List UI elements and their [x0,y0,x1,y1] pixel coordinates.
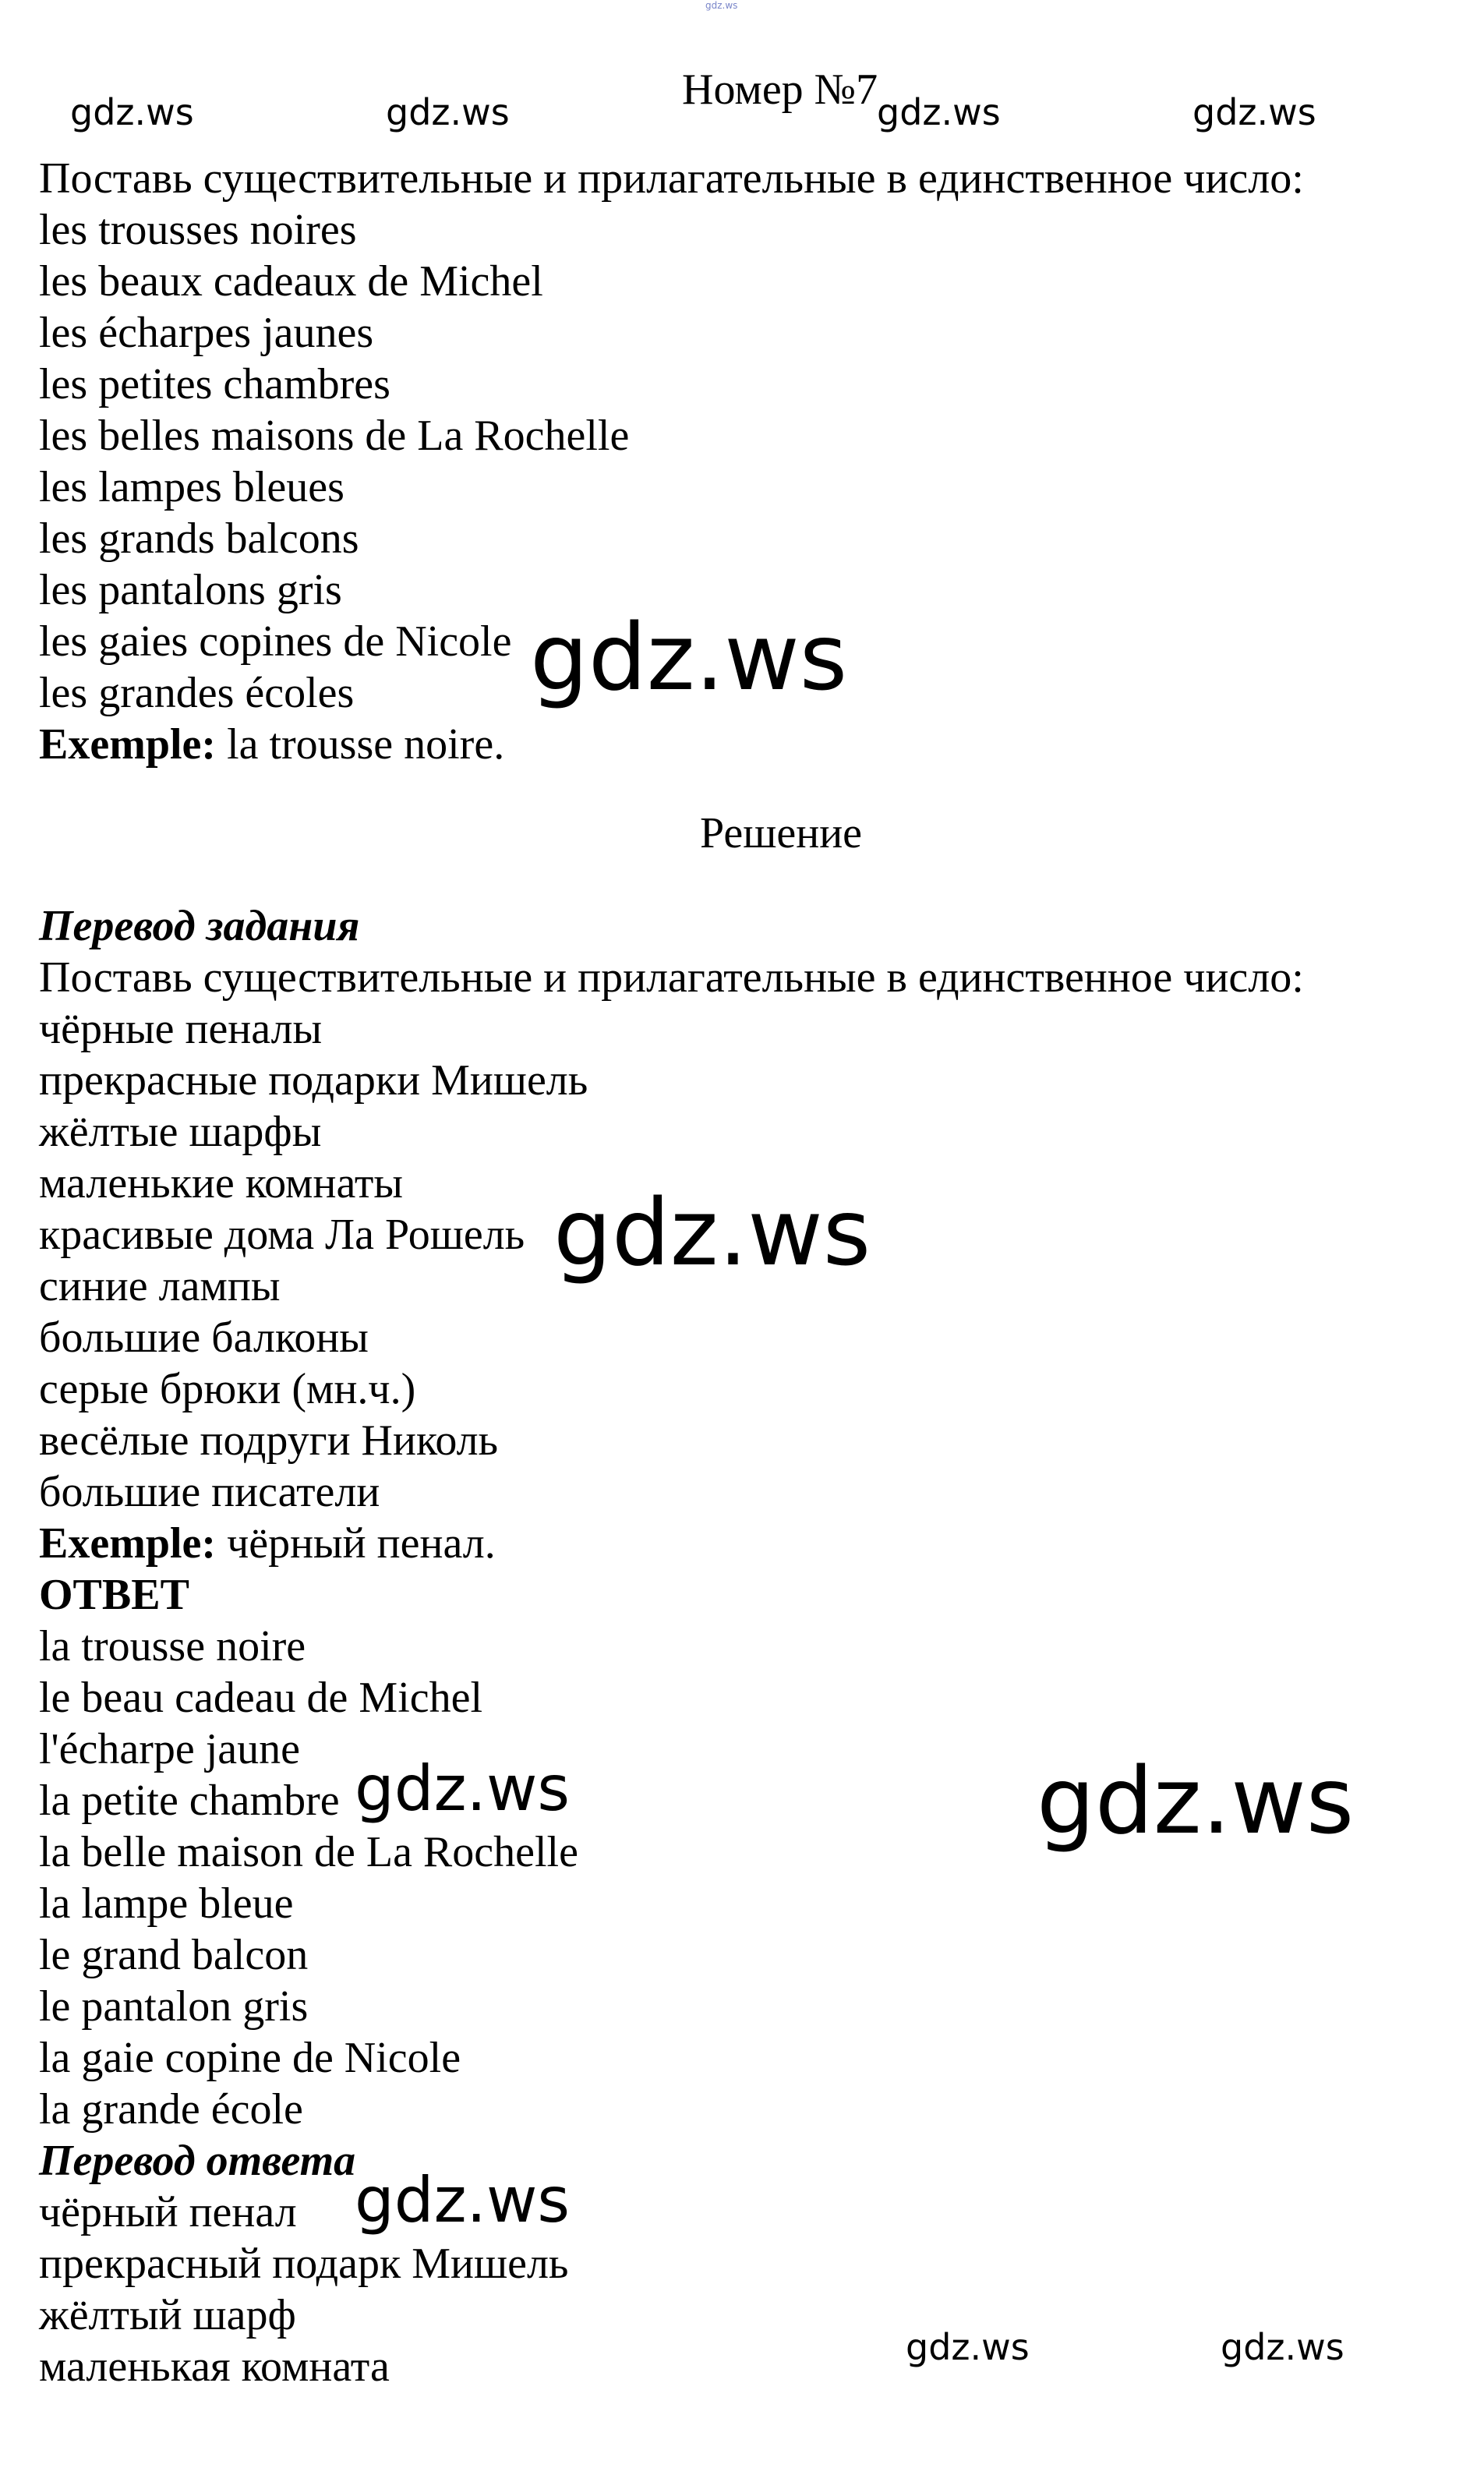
answer-item: la grande école [39,2085,303,2134]
task-item: les grandes écoles [39,669,355,717]
watermark-header-2: gdz.ws [386,91,510,133]
translation-item: большие писатели [39,1468,380,1516]
watermark-header-3: gdz.ws [877,91,1001,133]
translation-item: жёлтые шарфы [39,1108,322,1156]
task-item: les lampes bleues [39,463,344,511]
watermark-header-1: gdz.ws [70,91,194,133]
answer-translation-item: чёрный пенал [39,2188,297,2236]
translation-item: чёрные пеналы [39,1005,323,1053]
translation-item: маленькие комнаты [39,1159,403,1207]
answer-translation-heading: Перевод ответа [39,2137,356,2185]
answer-translation-item: жёлтый шарф [39,2291,296,2339]
watermark-mid-1: gdz.ws [355,1752,571,1825]
answer-item: le grand balcon [39,1931,309,1979]
translation-item: весёлые подруги Николь [39,1416,499,1465]
translation-example [39,1518,496,1570]
task-item: les grands balcons [39,514,359,563]
task-item: les pantalons gris [39,566,342,614]
watermark-big-3: gdz.ws [1037,1747,1355,1854]
answer-translation-item: прекрасный подарк Мишель [39,2240,569,2288]
translation-item: синие лампы [39,1262,281,1310]
task-item: les beaux cadeaux de Michel [39,257,543,306]
answer-item: la belle maison de La Rochelle [39,1828,578,1876]
answer-item: la gaie copine de Nicole [39,2034,461,2082]
answer-item: la lampe bleue [39,1879,294,1928]
task-example [39,719,504,771]
answer-item: le pantalon gris [39,1982,309,2031]
task-item: les trousses noires [39,206,357,254]
watermark-footer-1: gdz.ws [906,2326,1030,2368]
watermark-header-4: gdz.ws [1192,91,1316,133]
example-text: la trousse noire. [216,720,505,769]
watermark-footer-2: gdz.ws [1221,2326,1344,2368]
task-instruction: Поставь существительные и прилагательные в единственное число: [39,154,1304,203]
watermark-big-1: gdz.ws [530,603,848,711]
page-title: Номер №7 [682,65,878,114]
translation-item: серые брюки (мн.ч.) [39,1365,416,1413]
example-text: чёрный пенал. [216,1519,496,1568]
translation-item: большие балконы [39,1313,369,1362]
task-item: les écharpes jaunes [39,309,374,357]
translation-instruction: Поставь существительные и прилагательные в единственное число: [39,953,1304,1002]
watermark-mid-2: gdz.ws [355,2164,571,2236]
translation-item: красивые дома Ла Рошель [39,1211,525,1259]
watermark-big-2: gdz.ws [553,1179,871,1286]
example-label: Exemple: [39,720,217,769]
example-label: Exemple: [39,1519,217,1568]
answer-item: la trousse noire [39,1622,306,1671]
translation-item: прекрасные подарки Мишель [39,1056,588,1105]
answer-item: le beau cadeau de Michel [39,1674,483,1722]
answer-translation-item: маленькая комната [39,2342,390,2391]
answer-item: la petite chambre [39,1777,340,1825]
answer-item: l'écharpe jaune [39,1725,300,1773]
solution-title: Решение [700,809,863,857]
watermark-tiny: gdz.ws [705,0,738,11]
task-item: les petites chambres [39,360,390,408]
translation-heading: Перевод задания [39,902,360,950]
task-item: les belles maisons de La Rochelle [39,412,630,460]
task-item: les gaies copines de Nicole [39,617,512,666]
answer-heading: ОТВЕТ [39,1571,189,1619]
